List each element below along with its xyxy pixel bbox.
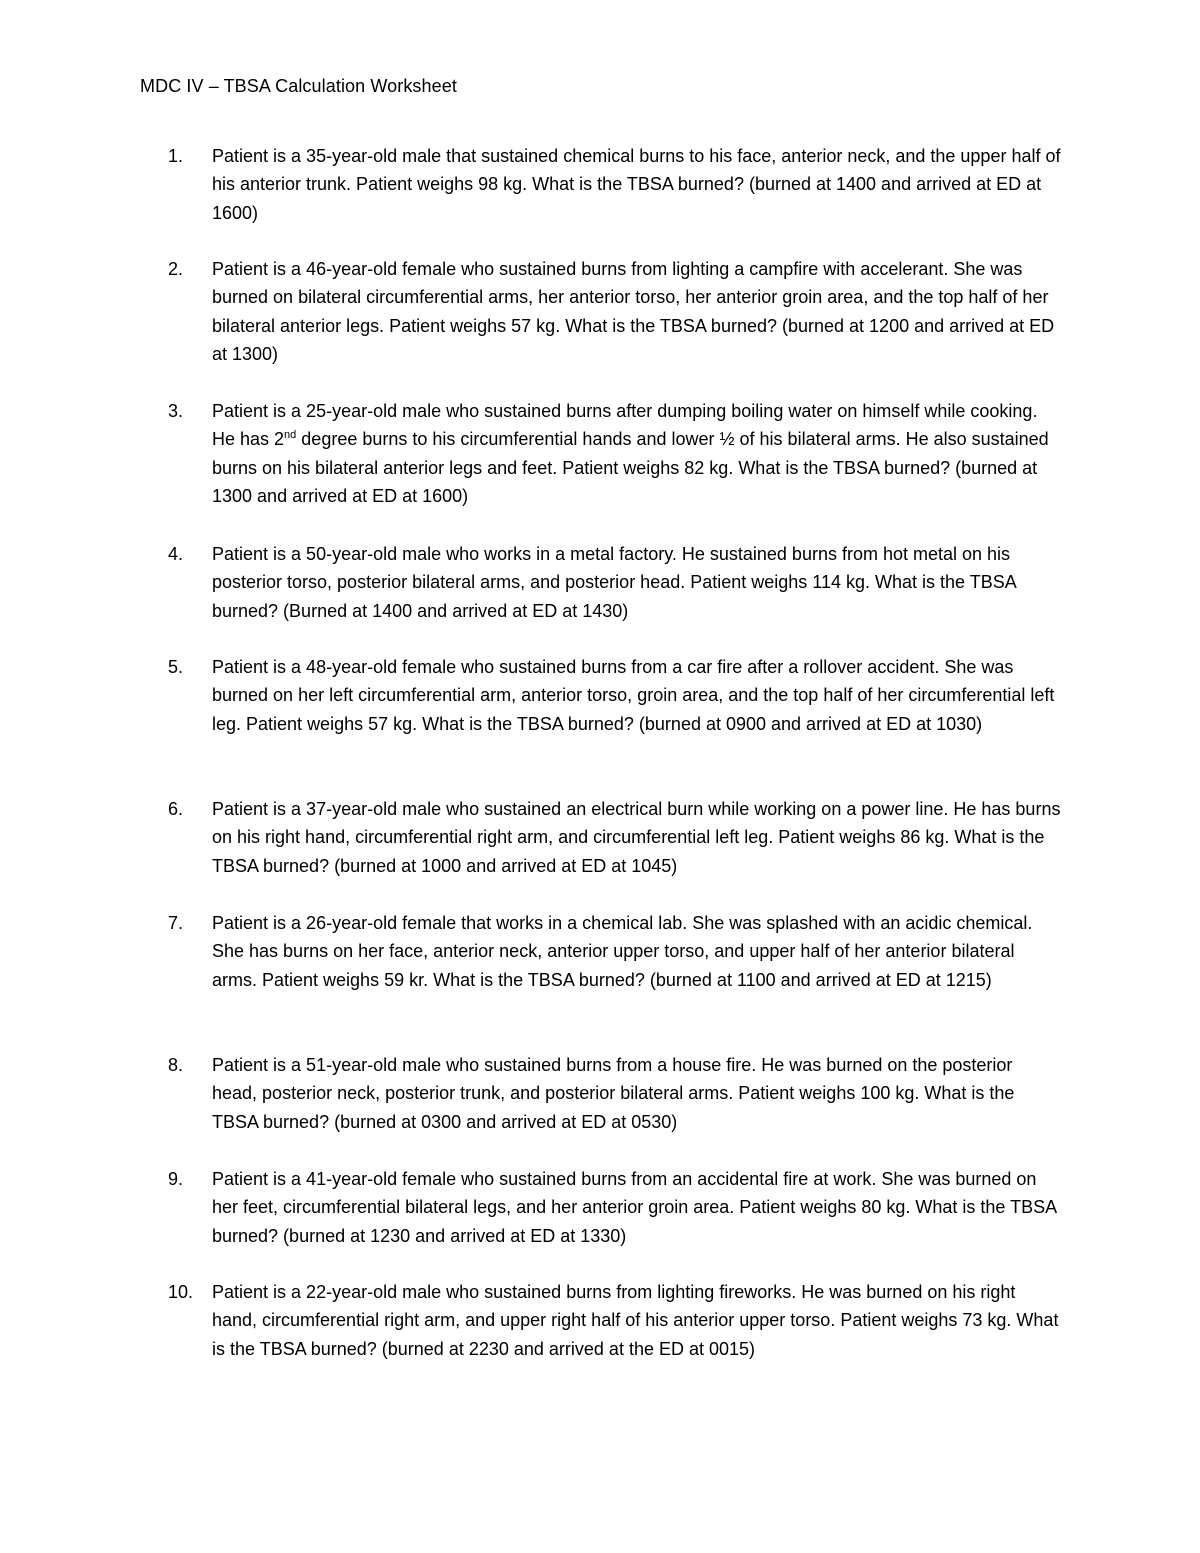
question-text: Patient is a 48-year-old female who sustained burns from a car fire after a rollover accident. She was burned on her left circumferential arm, anterior torso, groin area, and the top half of her circumferential left leg. Patient weighs 57 kg. What is the TBSA burned? (burned at 0900 and arrived at ED at 1030)	[212, 657, 1055, 734]
question-number: 8.	[168, 1055, 184, 1075]
question-text: Patient is a 46-year-old female who sustained burns from lighting a campfire with accelerant. She was burned on bilateral circumferential arms, her anterior torso, her anterior groin area, and the top half of her bilateral anterior legs. Patient weighs 57 kg. What is the TBSA burned? (burned at 1200 and arrived at ED at 1300)	[212, 259, 1055, 365]
question-text: Patient is a 35-year-old male that sustained chemical burns to his face, anterior neck, and the upper half of his anterior trunk. Patient weighs 98 kg. What is the TBSA burned? (burned at 1400 and arrived at ED at 1600)	[212, 146, 1061, 223]
question-number: 7.	[168, 913, 184, 933]
question-number: 9.	[168, 1169, 184, 1189]
question-number: 2.	[168, 259, 184, 279]
question-number: 1.	[168, 146, 184, 166]
question-text: Patient is a 41-year-old female who sustained burns from an accidental fire at work. She was burned on her feet, circumferential bilateral legs, and her anterior groin area. Patient weighs 80 kg. What is the TBSA burned? (burned at 1230 and arrived at ED at 1330)	[212, 1169, 1057, 1246]
document-title: MDC IV – TBSA Calculation Worksheet	[140, 76, 457, 96]
question-number: 3.	[168, 401, 184, 421]
ordinal-superscript: nd	[284, 429, 297, 442]
question-text	[212, 397, 1062, 511]
question-text: Patient is a 51-year-old male who sustained burns from a house fire. He was burned on the posterior head, posterior neck, posterior trunk, and posterior bilateral arms. Patient weighs 100 kg. What is the TBSA burned? (burned at 0300 and arrived at ED at 0530)	[212, 1055, 1015, 1132]
question-text: Patient is a 37-year-old male who sustained an electrical burn while working on a power line. He has burns on his right hand, circumferential right arm, and circumferential left leg. Patient weighs 86 kg. What is the TBSA burned? (burned at 1000 and arrived at ED at 1045)	[212, 799, 1061, 876]
question-text: Patient is a 50-year-old male who works in a metal factory. He sustained burns from hot metal on his posterior torso, posterior bilateral arms, and posterior head. Patient weighs 114 kg. What is the TBSA burned? (Burned at 1400 and arrived at ED at 1430)	[212, 544, 1016, 621]
question-number: 4.	[168, 544, 184, 564]
question-number: 5.	[168, 657, 184, 677]
question-number: 10.	[168, 1282, 194, 1302]
question-text: Patient is a 26-year-old female that works in a chemical lab. She was splashed with an acidic chemical. She has burns on her face, anterior neck, anterior upper torso, and upper half of her anterior bilateral arms. Patient weighs 59 kr. What is the TBSA burned? (burned at 1100 and arrived at ED at 1215)	[212, 913, 1033, 990]
question-text-part: Patient is a 25-year-old male who sustained burns after dumping boiling water on himself while cooking. He has 2	[212, 401, 1038, 450]
question-number: 6.	[168, 799, 184, 819]
question-text-part: degree burns to his circumferential hands and lower ½ of his bilateral arms. He also sustained burns on his bilateral anterior legs and feet. Patient weighs 82 kg. What is the TBSA burned? (burned at 1300 and arrived at ED at 1600)	[212, 429, 1049, 507]
question-text: Patient is a 22-year-old male who sustained burns from lighting fireworks. He was burned on his right hand, circumferential right arm, and upper right half of his anterior upper torso. Patient weighs 73 kg. What is the TBSA burned? (burned at 2230 and arrived at the ED at 0015)	[212, 1282, 1059, 1359]
